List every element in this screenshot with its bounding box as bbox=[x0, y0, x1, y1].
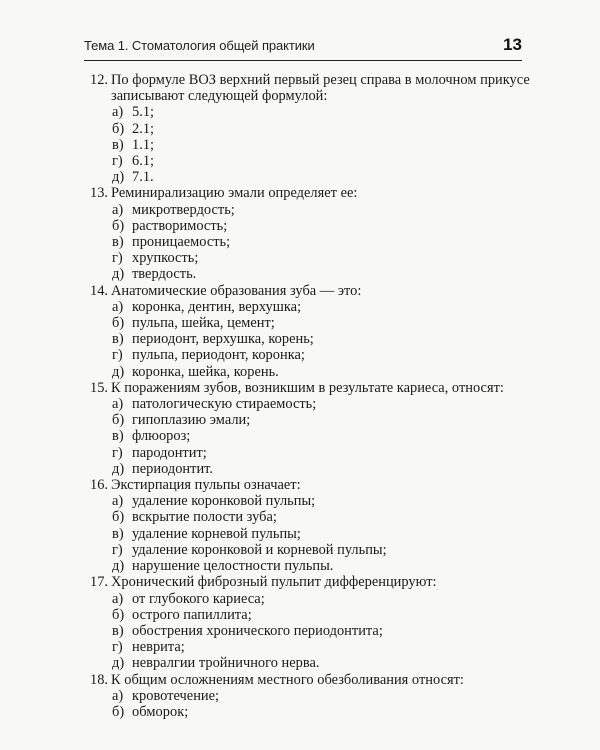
option-text: неврита; bbox=[132, 639, 185, 656]
question-stem bbox=[90, 72, 530, 104]
answer-option bbox=[90, 704, 530, 720]
option-text: хрупкость; bbox=[132, 250, 199, 267]
option-letter: д) bbox=[112, 363, 125, 380]
answer-options bbox=[90, 493, 530, 574]
page-number: 13 bbox=[503, 35, 522, 54]
option-letter: д) bbox=[112, 460, 125, 477]
question-text: К общим осложнениям местного обезболивания относят: bbox=[111, 671, 464, 688]
option-text: острого папиллита; bbox=[132, 606, 252, 623]
option-letter: в) bbox=[112, 622, 124, 639]
option-letter: в) bbox=[112, 136, 124, 153]
answer-option bbox=[90, 542, 530, 558]
option-text: обморок; bbox=[132, 703, 189, 720]
running-header bbox=[84, 36, 522, 61]
option-letter: в) bbox=[112, 331, 124, 348]
answer-option bbox=[90, 153, 530, 169]
answer-option bbox=[90, 558, 530, 574]
option-text: кровотечение; bbox=[132, 687, 220, 704]
option-letter: а) bbox=[112, 396, 124, 413]
option-text: нарушение целостности пульпы. bbox=[132, 558, 334, 575]
answer-options bbox=[90, 688, 530, 720]
option-letter: г) bbox=[112, 153, 123, 170]
option-text: растворимость; bbox=[132, 217, 228, 234]
option-letter: г) bbox=[112, 347, 123, 364]
question-15 bbox=[90, 380, 530, 477]
answer-option bbox=[90, 315, 530, 331]
answer-option bbox=[90, 493, 530, 509]
question-text: Хронический фиброзный пульпит дифференцируют: bbox=[111, 574, 437, 591]
option-text: 6.1; bbox=[132, 153, 155, 170]
option-text: твердость. bbox=[132, 266, 197, 283]
question-16 bbox=[90, 477, 530, 574]
option-letter: д) bbox=[112, 558, 125, 575]
question-number: 14. bbox=[90, 282, 109, 299]
question-12 bbox=[90, 72, 530, 185]
answer-option bbox=[90, 266, 530, 282]
answer-option bbox=[90, 445, 530, 461]
option-letter: б) bbox=[112, 412, 125, 429]
question-number: 12. bbox=[90, 72, 109, 88]
option-text: патологическую стираемость; bbox=[132, 396, 317, 413]
answer-option bbox=[90, 137, 530, 153]
question-stem bbox=[90, 477, 530, 493]
option-letter: б) bbox=[112, 120, 125, 137]
question-stem bbox=[90, 672, 530, 688]
answer-option bbox=[90, 639, 530, 655]
question-13 bbox=[90, 185, 530, 282]
option-text: флюороз; bbox=[132, 428, 191, 445]
option-letter: д) bbox=[112, 169, 125, 186]
answer-options bbox=[90, 591, 530, 672]
chapter-title: Тема 1. Стоматология общей практики bbox=[84, 38, 315, 53]
answer-option bbox=[90, 655, 530, 671]
option-letter: г) bbox=[112, 639, 123, 656]
answer-option bbox=[90, 428, 530, 444]
option-letter: г) bbox=[112, 444, 123, 461]
question-number: 15. bbox=[90, 379, 109, 396]
question-stem bbox=[90, 380, 530, 396]
answer-option bbox=[90, 591, 530, 607]
answer-options bbox=[90, 104, 530, 185]
option-text: 7.1. bbox=[132, 169, 154, 186]
answer-option bbox=[90, 461, 530, 477]
option-letter: б) bbox=[112, 217, 125, 234]
option-text: вскрытие полости зуба; bbox=[132, 509, 277, 526]
question-stem bbox=[90, 283, 530, 299]
question-number: 13. bbox=[90, 185, 109, 202]
answer-option bbox=[90, 412, 530, 428]
option-letter: а) bbox=[112, 298, 124, 315]
option-text: невралгии тройничного нерва. bbox=[132, 655, 320, 672]
option-text: гипоплазию эмали; bbox=[132, 412, 251, 429]
answer-option bbox=[90, 121, 530, 137]
answer-option bbox=[90, 202, 530, 218]
question-number: 18. bbox=[90, 671, 109, 688]
option-letter: а) bbox=[112, 201, 124, 218]
answer-option bbox=[90, 331, 530, 347]
option-text: периодонтит. bbox=[132, 460, 214, 477]
question-text: К поражениям зубов, возникшим в результате кариеса, относят: bbox=[111, 379, 504, 396]
option-letter: г) bbox=[112, 541, 123, 558]
answer-option bbox=[90, 169, 530, 185]
option-letter: б) bbox=[112, 703, 125, 720]
answer-option bbox=[90, 250, 530, 266]
option-letter: г) bbox=[112, 250, 123, 267]
question-17 bbox=[90, 574, 530, 671]
option-letter: а) bbox=[112, 590, 124, 607]
option-text: 5.1; bbox=[132, 104, 155, 121]
option-letter: а) bbox=[112, 687, 124, 704]
question-18 bbox=[90, 672, 530, 721]
option-letter: а) bbox=[112, 104, 124, 121]
option-text: проницаемость; bbox=[132, 234, 231, 251]
option-text: 2.1; bbox=[132, 120, 155, 137]
answer-options bbox=[90, 299, 530, 380]
option-letter: в) bbox=[112, 525, 124, 542]
question-text: По формуле ВОЗ верхний первый резец справа в молочном прикусе записывают следующей формулой: bbox=[111, 72, 530, 105]
option-text: удаление корневой пульпы; bbox=[132, 525, 301, 542]
option-letter: б) bbox=[112, 315, 125, 332]
option-letter: б) bbox=[112, 606, 125, 623]
option-text: микротвердость; bbox=[132, 201, 235, 218]
option-letter: б) bbox=[112, 509, 125, 526]
answer-options bbox=[90, 396, 530, 477]
answer-option bbox=[90, 688, 530, 704]
question-stem bbox=[90, 574, 530, 590]
option-letter: в) bbox=[112, 234, 124, 251]
answer-options bbox=[90, 202, 530, 283]
option-text: пародонтит; bbox=[132, 444, 207, 461]
answer-option bbox=[90, 509, 530, 525]
option-text: периодонт, верхушка, корень; bbox=[132, 331, 314, 348]
option-text: от глубокого кариеса; bbox=[132, 590, 265, 607]
question-number: 17. bbox=[90, 574, 109, 591]
answer-option bbox=[90, 234, 530, 250]
option-letter: а) bbox=[112, 493, 124, 510]
answer-option bbox=[90, 364, 530, 380]
question-14 bbox=[90, 283, 530, 380]
option-text: коронка, шейка, корень. bbox=[132, 363, 279, 380]
answer-option bbox=[90, 347, 530, 363]
option-text: 1.1; bbox=[132, 136, 155, 153]
answer-option bbox=[90, 526, 530, 542]
answer-option bbox=[90, 104, 530, 120]
option-letter: д) bbox=[112, 266, 125, 283]
question-number: 16. bbox=[90, 477, 109, 494]
answer-option bbox=[90, 299, 530, 315]
answer-option bbox=[90, 607, 530, 623]
option-text: коронка, дентин, верхушка; bbox=[132, 298, 302, 315]
option-text: обострения хронического периодонтита; bbox=[132, 622, 383, 639]
option-letter: д) bbox=[112, 655, 125, 672]
question-stem bbox=[90, 185, 530, 201]
question-text: Анатомические образования зуба — это: bbox=[111, 282, 362, 299]
option-text: пульпа, шейка, цемент; bbox=[132, 315, 275, 332]
question-text: Реминирализацию эмали определяет ее: bbox=[111, 185, 358, 202]
answer-option bbox=[90, 218, 530, 234]
option-text: удаление коронковой и корневой пульпы; bbox=[132, 541, 387, 558]
answer-option bbox=[90, 396, 530, 412]
answer-option bbox=[90, 623, 530, 639]
question-text: Экстирпация пульпы означает: bbox=[111, 477, 301, 494]
question-list bbox=[90, 72, 530, 720]
option-text: удаление коронковой пульпы; bbox=[132, 493, 316, 510]
option-text: пульпа, периодонт, коронка; bbox=[132, 347, 305, 364]
option-letter: в) bbox=[112, 428, 124, 445]
